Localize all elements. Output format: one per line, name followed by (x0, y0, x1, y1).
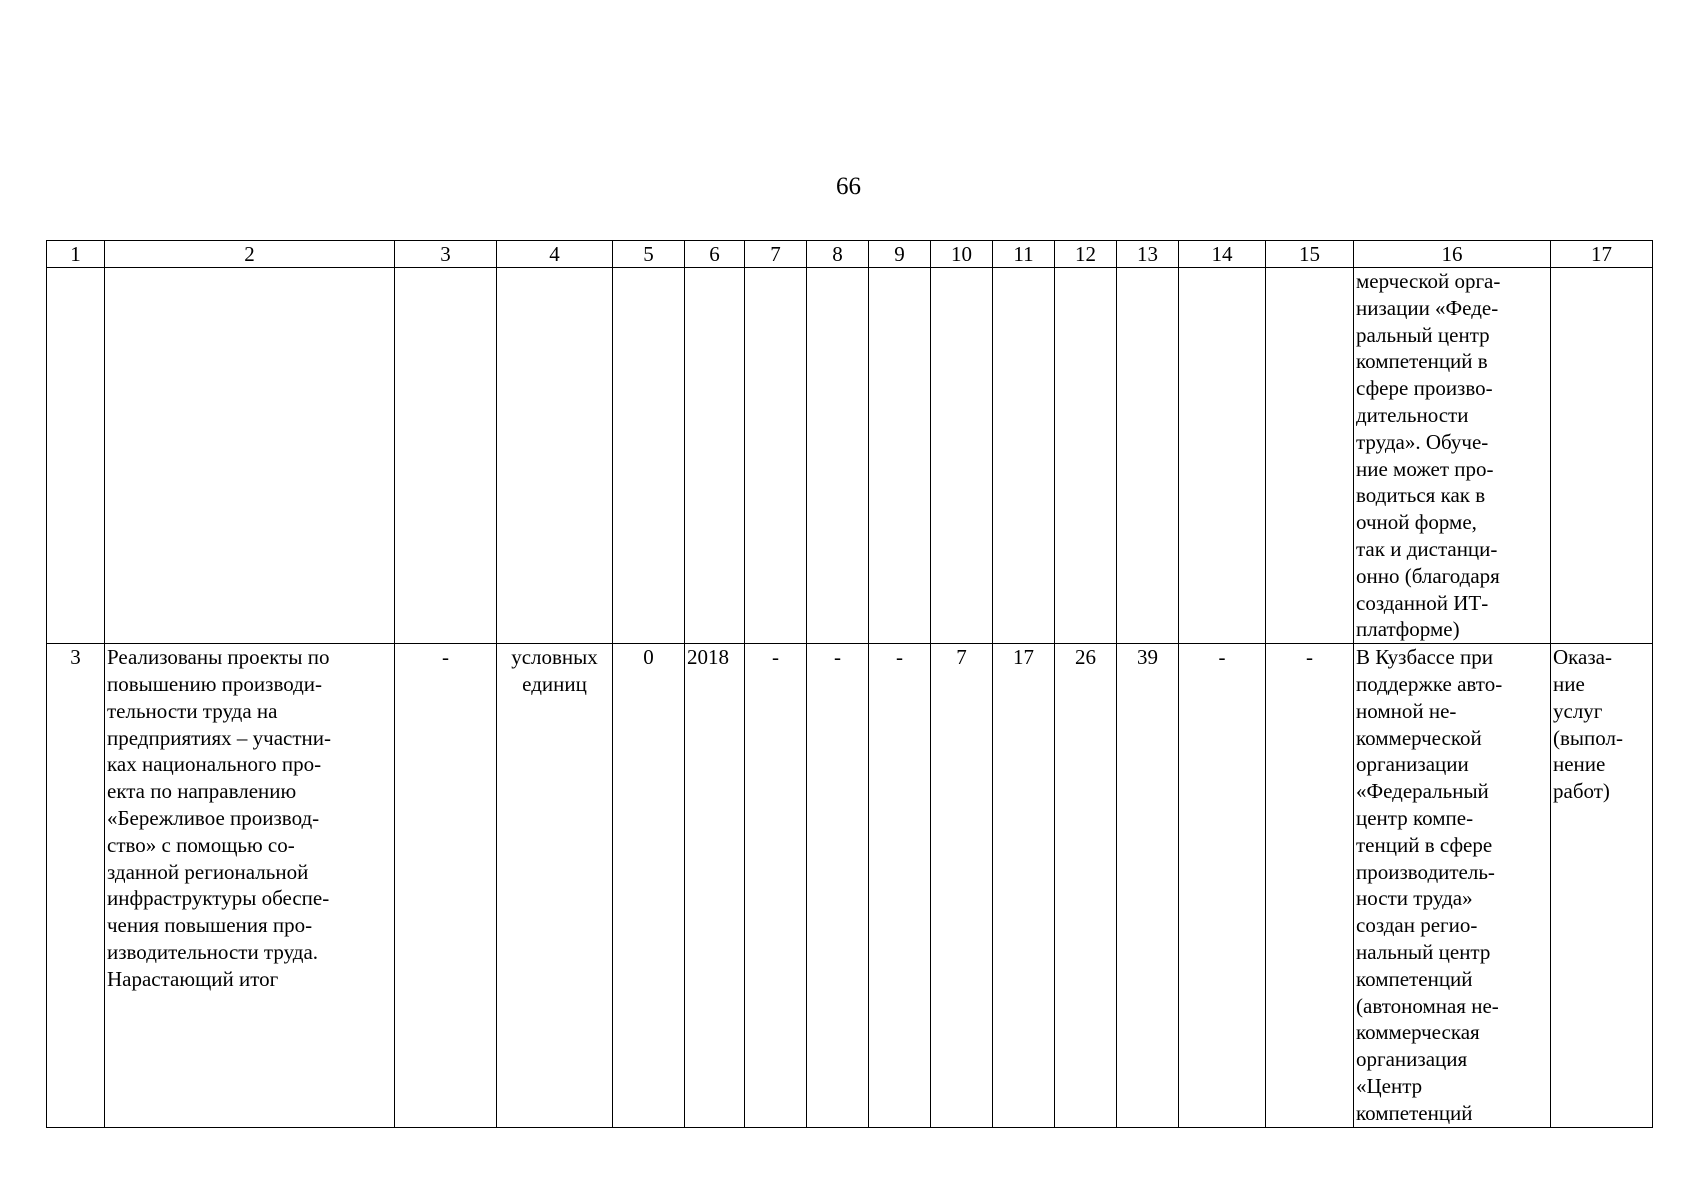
comment-line: труда». Обуче- (1356, 429, 1489, 454)
indicator-line: ство» с помощью со- (107, 832, 295, 857)
comment-line: тенций в сфере (1356, 832, 1493, 857)
comment-line: низации «Феде- (1356, 295, 1499, 320)
table-cell (613, 268, 685, 644)
table-cell (395, 268, 497, 644)
indicator-line: изводительности труда. (107, 939, 319, 964)
column-header: 7 (745, 241, 807, 268)
column-header: 4 (497, 241, 613, 268)
column-header: 1 (47, 241, 105, 268)
indicator-line: «Бережливое производ- (107, 805, 320, 830)
comment-line: дительности (1356, 402, 1469, 427)
unit-cell (497, 644, 613, 1127)
comment-line: создан регио- (1356, 913, 1478, 938)
table-cell (1266, 268, 1354, 644)
table-cell (1551, 268, 1653, 644)
indicator-line: екта по направлению (107, 779, 297, 804)
column-header: 14 (1179, 241, 1266, 268)
task-type-line: ние (1553, 671, 1585, 696)
comment-line: созданной ИТ- (1356, 590, 1489, 615)
page-number: 66 (836, 173, 861, 200)
column-header: 12 (1055, 241, 1117, 268)
comment-line: организации (1356, 752, 1469, 777)
comment-line: компетенций (1356, 966, 1473, 991)
table-cell (47, 268, 105, 644)
table-cell: - (1179, 644, 1266, 1127)
table-cell (993, 268, 1055, 644)
column-header: 9 (869, 241, 931, 268)
comment-line: центр компе- (1356, 805, 1474, 830)
table-cell (105, 268, 395, 644)
comment-line: коммерческая (1356, 1020, 1480, 1045)
base-year-cell: 2018 (685, 644, 745, 1127)
comment-line: мерческой орга- (1356, 269, 1501, 293)
indicator-line: инфраструктуры обеспе- (107, 886, 330, 911)
task-type-line: работ) (1553, 779, 1610, 804)
comment-line: онно (благодаря (1356, 563, 1500, 588)
indicator-line: чения повышения про- (107, 913, 313, 938)
column-header: 5 (613, 241, 685, 268)
comment-line: В Кузбассе при (1356, 645, 1493, 670)
table-cell: - (1266, 644, 1354, 1127)
unit-line: условных (511, 645, 598, 670)
indicator-line: предприятиях – участни- (107, 725, 332, 750)
table-cell (497, 268, 613, 644)
indicator-line: повышению производи- (107, 671, 323, 696)
task-type-cell (1551, 644, 1653, 1127)
comment-cell (1354, 268, 1551, 644)
comment-line: ние может про- (1356, 456, 1494, 481)
column-header: 17 (1551, 241, 1653, 268)
table-cell: 7 (931, 644, 993, 1127)
comment-line: ральный центр (1356, 322, 1490, 347)
comment-line: нальный центр (1356, 939, 1491, 964)
comment-line: платформе) (1356, 617, 1460, 642)
table-row-continuation (47, 268, 1653, 644)
column-header: 15 (1266, 241, 1354, 268)
table-cell: 17 (993, 644, 1055, 1127)
task-type-line: (выпол- (1553, 725, 1623, 750)
indicator-line: зданной региональной (107, 859, 309, 884)
task-type-line: нение (1553, 752, 1606, 777)
column-header: 13 (1117, 241, 1179, 268)
column-header: 10 (931, 241, 993, 268)
comment-line: сфере произво- (1356, 376, 1493, 401)
comment-line: компетенций в (1356, 349, 1488, 374)
indicators-table (46, 240, 1653, 1128)
table-cell (869, 268, 931, 644)
unit-line: единиц (522, 671, 587, 696)
comment-cell (1354, 644, 1551, 1127)
comment-line: ности труда» (1356, 886, 1473, 911)
table-cell (807, 268, 869, 644)
comment-line: коммерческой (1356, 725, 1482, 750)
column-header: 11 (993, 241, 1055, 268)
table-cell (685, 268, 745, 644)
table-cell (745, 268, 807, 644)
comment-line: производитель- (1356, 859, 1495, 884)
comment-line: номной не- (1356, 698, 1457, 723)
table-cell: - (807, 644, 869, 1127)
row-number-cell: 3 (47, 644, 105, 1127)
task-type-line: услуг (1553, 698, 1603, 723)
table-row-3 (47, 644, 1653, 1127)
comment-line: организация (1356, 1047, 1468, 1072)
task-type-line: Оказа- (1553, 645, 1612, 670)
comment-line: так и дистанци- (1356, 536, 1498, 561)
indicator-line: тельности труда на (107, 698, 278, 723)
table-cell: - (745, 644, 807, 1127)
column-header: 16 (1354, 241, 1551, 268)
comment-line: водиться как в (1356, 483, 1486, 508)
indicator-line: ках национального про- (107, 752, 322, 777)
table-cell: 39 (1117, 644, 1179, 1127)
table-cell: - (395, 644, 497, 1127)
indicator-line: Реализованы проекты по (107, 645, 330, 670)
column-header: 3 (395, 241, 497, 268)
column-header: 6 (685, 241, 745, 268)
comment-line: компетенций (1356, 1100, 1473, 1125)
comment-line: поддержке авто- (1356, 671, 1503, 696)
comment-line: (автономная не- (1356, 993, 1499, 1018)
table-cell (1179, 268, 1266, 644)
table-cell: - (869, 644, 931, 1127)
comment-line: очной форме, (1356, 510, 1477, 535)
table-cell (1055, 268, 1117, 644)
base-value-cell: 0 (613, 644, 685, 1127)
header-row (47, 241, 1653, 268)
table-cell (1117, 268, 1179, 644)
indicator-name-cell (105, 644, 395, 1127)
comment-line: «Центр (1356, 1073, 1423, 1098)
comment-line: «Федеральный (1356, 779, 1489, 804)
table-cell (931, 268, 993, 644)
column-header: 2 (105, 241, 395, 268)
indicator-line: Нарастающий итог (107, 966, 279, 991)
table-cell: 26 (1055, 644, 1117, 1127)
column-header: 8 (807, 241, 869, 268)
